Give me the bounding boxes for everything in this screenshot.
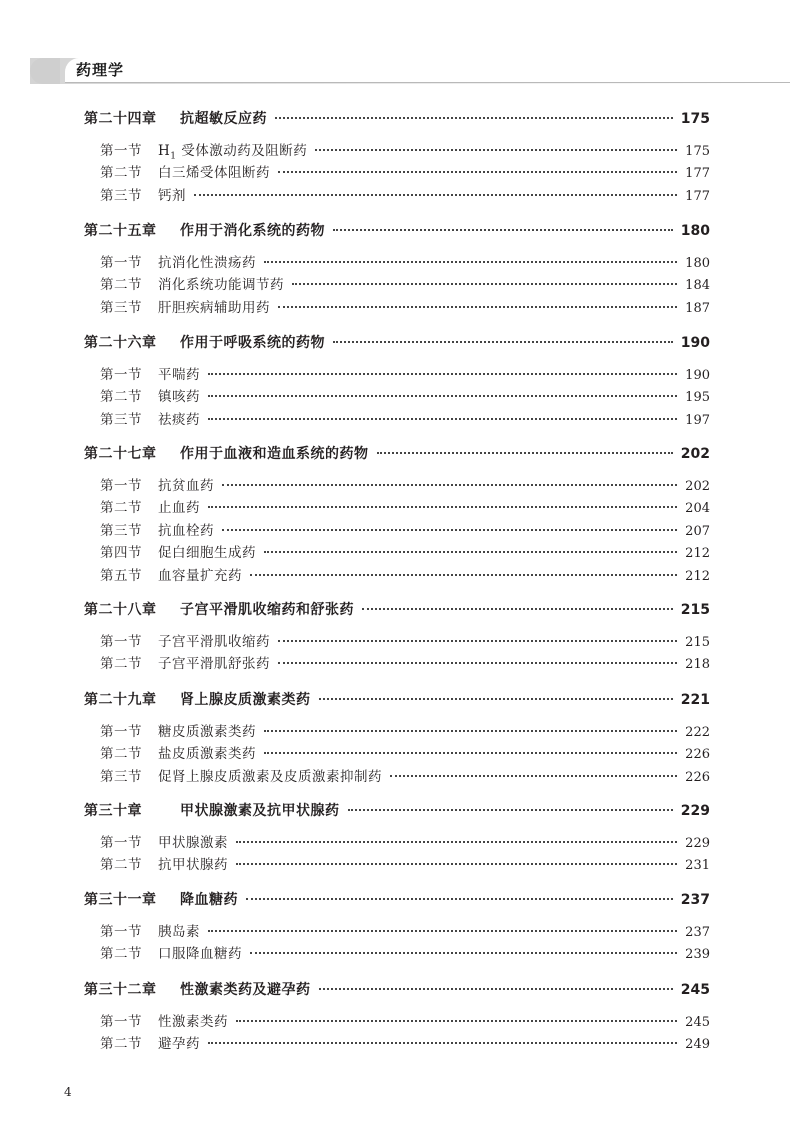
chapter-page: 202 [680, 446, 710, 462]
section-entry[interactable] [100, 140, 710, 162]
section-entry[interactable] [100, 921, 710, 943]
section-entry[interactable] [100, 274, 710, 296]
section-title: 促肾上腺皮质激素及皮质激素抑制药 [158, 768, 382, 785]
section-entry[interactable] [100, 1033, 710, 1055]
dot-leader [222, 483, 677, 486]
section-page: 175 [685, 144, 710, 159]
section-page: 177 [685, 166, 710, 182]
chapter-page: 245 [680, 982, 710, 998]
header-tab-cap [30, 58, 60, 84]
chapter-entry[interactable] [84, 889, 710, 911]
book-title: 药理学 [76, 61, 125, 79]
dot-leader [315, 148, 677, 151]
chapter-entry[interactable] [84, 599, 710, 621]
dot-leader [208, 505, 677, 508]
section-number: 第一节 [100, 255, 142, 271]
dot-leader [250, 573, 677, 576]
section-number: 第一节 [100, 835, 142, 851]
chapter-number: 第三十二章 [84, 982, 157, 998]
dot-leader [275, 116, 673, 119]
chapter-title: 作用于呼吸系统的药物 [180, 335, 325, 351]
chapter-number: 第二十四章 [84, 111, 157, 127]
chapter-number: 第二十八章 [84, 602, 157, 618]
dot-leader [278, 661, 677, 664]
section-title: 平喘药 [158, 367, 200, 383]
section-number: 第二节 [100, 656, 142, 673]
chapter-page: 180 [680, 223, 710, 239]
section-number: 第二节 [100, 857, 142, 874]
dot-leader [208, 417, 677, 420]
running-header [0, 0, 800, 100]
chapter-title: 抗超敏反应药 [180, 111, 267, 127]
chapter-entry[interactable] [84, 108, 710, 130]
section-page: 195 [685, 390, 710, 406]
section-entry[interactable] [100, 766, 710, 788]
chapter-page: 221 [680, 692, 710, 708]
section-page: 222 [685, 725, 710, 740]
chapter-entry[interactable] [84, 979, 710, 1001]
chapter-title: 性激素类药及避孕药 [180, 982, 311, 998]
section-number: 第三节 [100, 411, 142, 428]
chapter-page: 215 [680, 602, 710, 618]
section-page: 226 [685, 747, 710, 763]
dot-leader [236, 1019, 677, 1022]
dot-leader [208, 372, 677, 375]
section-title: 抗消化性溃疡药 [158, 255, 256, 271]
section-entry[interactable] [100, 721, 710, 743]
section-page: 202 [685, 479, 710, 494]
section-page: 226 [685, 769, 710, 785]
dot-leader [264, 729, 677, 732]
section-entry[interactable] [100, 1011, 710, 1033]
section-entry[interactable] [100, 475, 710, 497]
section-number: 第一节 [100, 478, 142, 494]
chapter-title: 降血糖药 [180, 892, 238, 908]
chapter-entry[interactable] [84, 332, 710, 354]
section-title: 促白细胞生成药 [158, 545, 256, 562]
dot-leader [377, 451, 673, 454]
section-title: 盐皮质激素类药 [158, 746, 256, 763]
section-number: 第一节 [100, 724, 142, 740]
section-page: 231 [685, 858, 710, 874]
chapter-number: 第二十五章 [84, 223, 157, 239]
chapter-title: 肾上腺皮质激素类药 [180, 692, 311, 708]
section-number: 第二节 [100, 389, 142, 406]
section-entry[interactable] [100, 386, 710, 408]
dot-leader [278, 305, 677, 308]
section-title: 血容量扩充药 [158, 567, 242, 584]
dot-leader [222, 528, 677, 531]
section-page: 204 [685, 501, 710, 517]
section-page: 190 [685, 368, 710, 383]
section-page: 237 [685, 925, 710, 940]
section-page: 180 [685, 256, 710, 271]
section-number: 第二节 [100, 500, 142, 517]
section-title: 消化系统功能调节药 [158, 277, 284, 294]
section-title: 甲状腺激素 [158, 835, 228, 851]
dot-leader [333, 228, 673, 231]
chapter-number: 第二十七章 [84, 446, 157, 462]
dot-leader [319, 987, 673, 990]
chapter-title: 甲状腺激素及抗甲状腺药 [180, 803, 340, 819]
chapter-entry[interactable] [84, 443, 710, 465]
dot-leader [278, 639, 677, 642]
section-number: 第一节 [100, 143, 142, 159]
section-page: 215 [685, 635, 710, 650]
section-entry[interactable] [100, 364, 710, 386]
section-entry[interactable] [100, 653, 710, 675]
section-number: 第二节 [100, 946, 142, 963]
section-number: 第三节 [100, 187, 142, 204]
section-page: 239 [685, 947, 710, 963]
section-title: 镇咳药 [158, 389, 200, 406]
section-page: 245 [685, 1015, 710, 1030]
dot-leader [362, 607, 673, 610]
chapter-title: 作用于血液和造血系统的药物 [180, 446, 369, 462]
section-entry[interactable] [100, 252, 710, 274]
dot-leader [246, 897, 673, 900]
section-page: 212 [685, 546, 710, 562]
section-title: 钙剂 [158, 187, 186, 204]
chapter-page: 175 [680, 111, 710, 127]
dot-leader [264, 550, 677, 553]
chapter-entry[interactable] [84, 220, 710, 242]
dot-leader [208, 929, 677, 932]
section-number: 第四节 [100, 545, 142, 562]
section-title: 抗贫血药 [158, 478, 214, 494]
dot-leader [292, 282, 677, 285]
section-entry[interactable] [100, 943, 710, 965]
section-title: 祛痰药 [158, 411, 200, 428]
section-number: 第一节 [100, 634, 142, 650]
dot-leader [333, 340, 673, 343]
section-number: 第二节 [100, 1036, 142, 1053]
section-title: 子宫平滑肌收缩药 [158, 634, 270, 650]
section-page: 229 [685, 836, 710, 851]
section-entry[interactable] [100, 297, 710, 319]
section-page: 177 [685, 188, 710, 204]
section-title: 避孕药 [158, 1036, 200, 1053]
dot-leader [390, 774, 677, 777]
section-page: 207 [685, 523, 710, 539]
chapter-number: 第二十九章 [84, 692, 157, 708]
dot-leader [348, 808, 673, 811]
section-title: 抗血栓药 [158, 522, 214, 539]
section-title: 性激素类药 [158, 1014, 228, 1030]
section-entry[interactable] [100, 631, 710, 653]
section-entry[interactable] [100, 832, 710, 854]
dot-leader [194, 193, 677, 196]
section-title: 口服降血糖药 [158, 946, 242, 963]
section-title: 抗甲状腺药 [158, 857, 228, 874]
section-number: 第一节 [100, 367, 142, 383]
dot-leader [278, 170, 677, 173]
section-title: 止血药 [158, 500, 200, 517]
section-page: 249 [685, 1037, 710, 1053]
chapter-number: 第三十章 [84, 803, 142, 819]
page-number: 4 [64, 1085, 72, 1099]
section-number: 第二节 [100, 277, 142, 294]
dot-leader [264, 751, 677, 754]
section-page: 184 [685, 278, 710, 294]
section-number: 第三节 [100, 768, 142, 785]
section-number: 第二节 [100, 746, 142, 763]
section-number: 第五节 [100, 567, 142, 584]
chapter-title: 子宫平滑肌收缩药和舒张药 [180, 602, 354, 618]
dot-leader [319, 697, 673, 700]
section-entry[interactable] [100, 520, 710, 542]
section-number: 第三节 [100, 299, 142, 316]
chapter-entry[interactable] [84, 689, 710, 711]
section-number: 第一节 [100, 1014, 142, 1030]
section-page: 197 [685, 412, 710, 428]
chapter-title: 作用于消化系统的药物 [180, 223, 325, 239]
section-entry[interactable] [100, 854, 710, 876]
section-title: $H_1$ 受体激动药及阻断药 [158, 143, 308, 162]
section-number: 第二节 [100, 165, 142, 182]
chapter-page: 190 [680, 335, 710, 351]
dot-leader [236, 840, 677, 843]
section-title: 子宫平滑肌舒张药 [158, 656, 270, 673]
section-number: 第一节 [100, 924, 142, 940]
section-title: 肝胆疾病辅助用药 [158, 299, 270, 316]
section-page: 212 [685, 568, 710, 584]
section-entry[interactable] [100, 497, 710, 519]
section-entry[interactable] [100, 185, 710, 207]
section-page: 218 [685, 657, 710, 673]
dot-leader [236, 862, 677, 865]
chapter-entry[interactable] [84, 800, 710, 822]
section-entry[interactable] [100, 162, 710, 184]
section-title: 白三烯受体阻断药 [158, 165, 270, 182]
section-entry[interactable] [100, 542, 710, 564]
chapter-number: 第三十一章 [84, 892, 157, 908]
section-entry[interactable] [100, 409, 710, 431]
chapter-page: 237 [680, 892, 710, 908]
header-tab [30, 58, 790, 84]
chapter-page: 229 [680, 803, 710, 819]
section-number: 第三节 [100, 522, 142, 539]
section-entry[interactable] [100, 565, 710, 587]
chapter-number: 第二十六章 [84, 335, 157, 351]
section-title: 糖皮质激素类药 [158, 724, 256, 740]
section-page: 187 [685, 300, 710, 316]
section-title: 胰岛素 [158, 924, 200, 940]
dot-leader [264, 260, 677, 263]
dot-leader [208, 1041, 677, 1044]
dot-leader [250, 951, 677, 954]
section-entry[interactable] [100, 743, 710, 765]
dot-leader [208, 394, 677, 397]
